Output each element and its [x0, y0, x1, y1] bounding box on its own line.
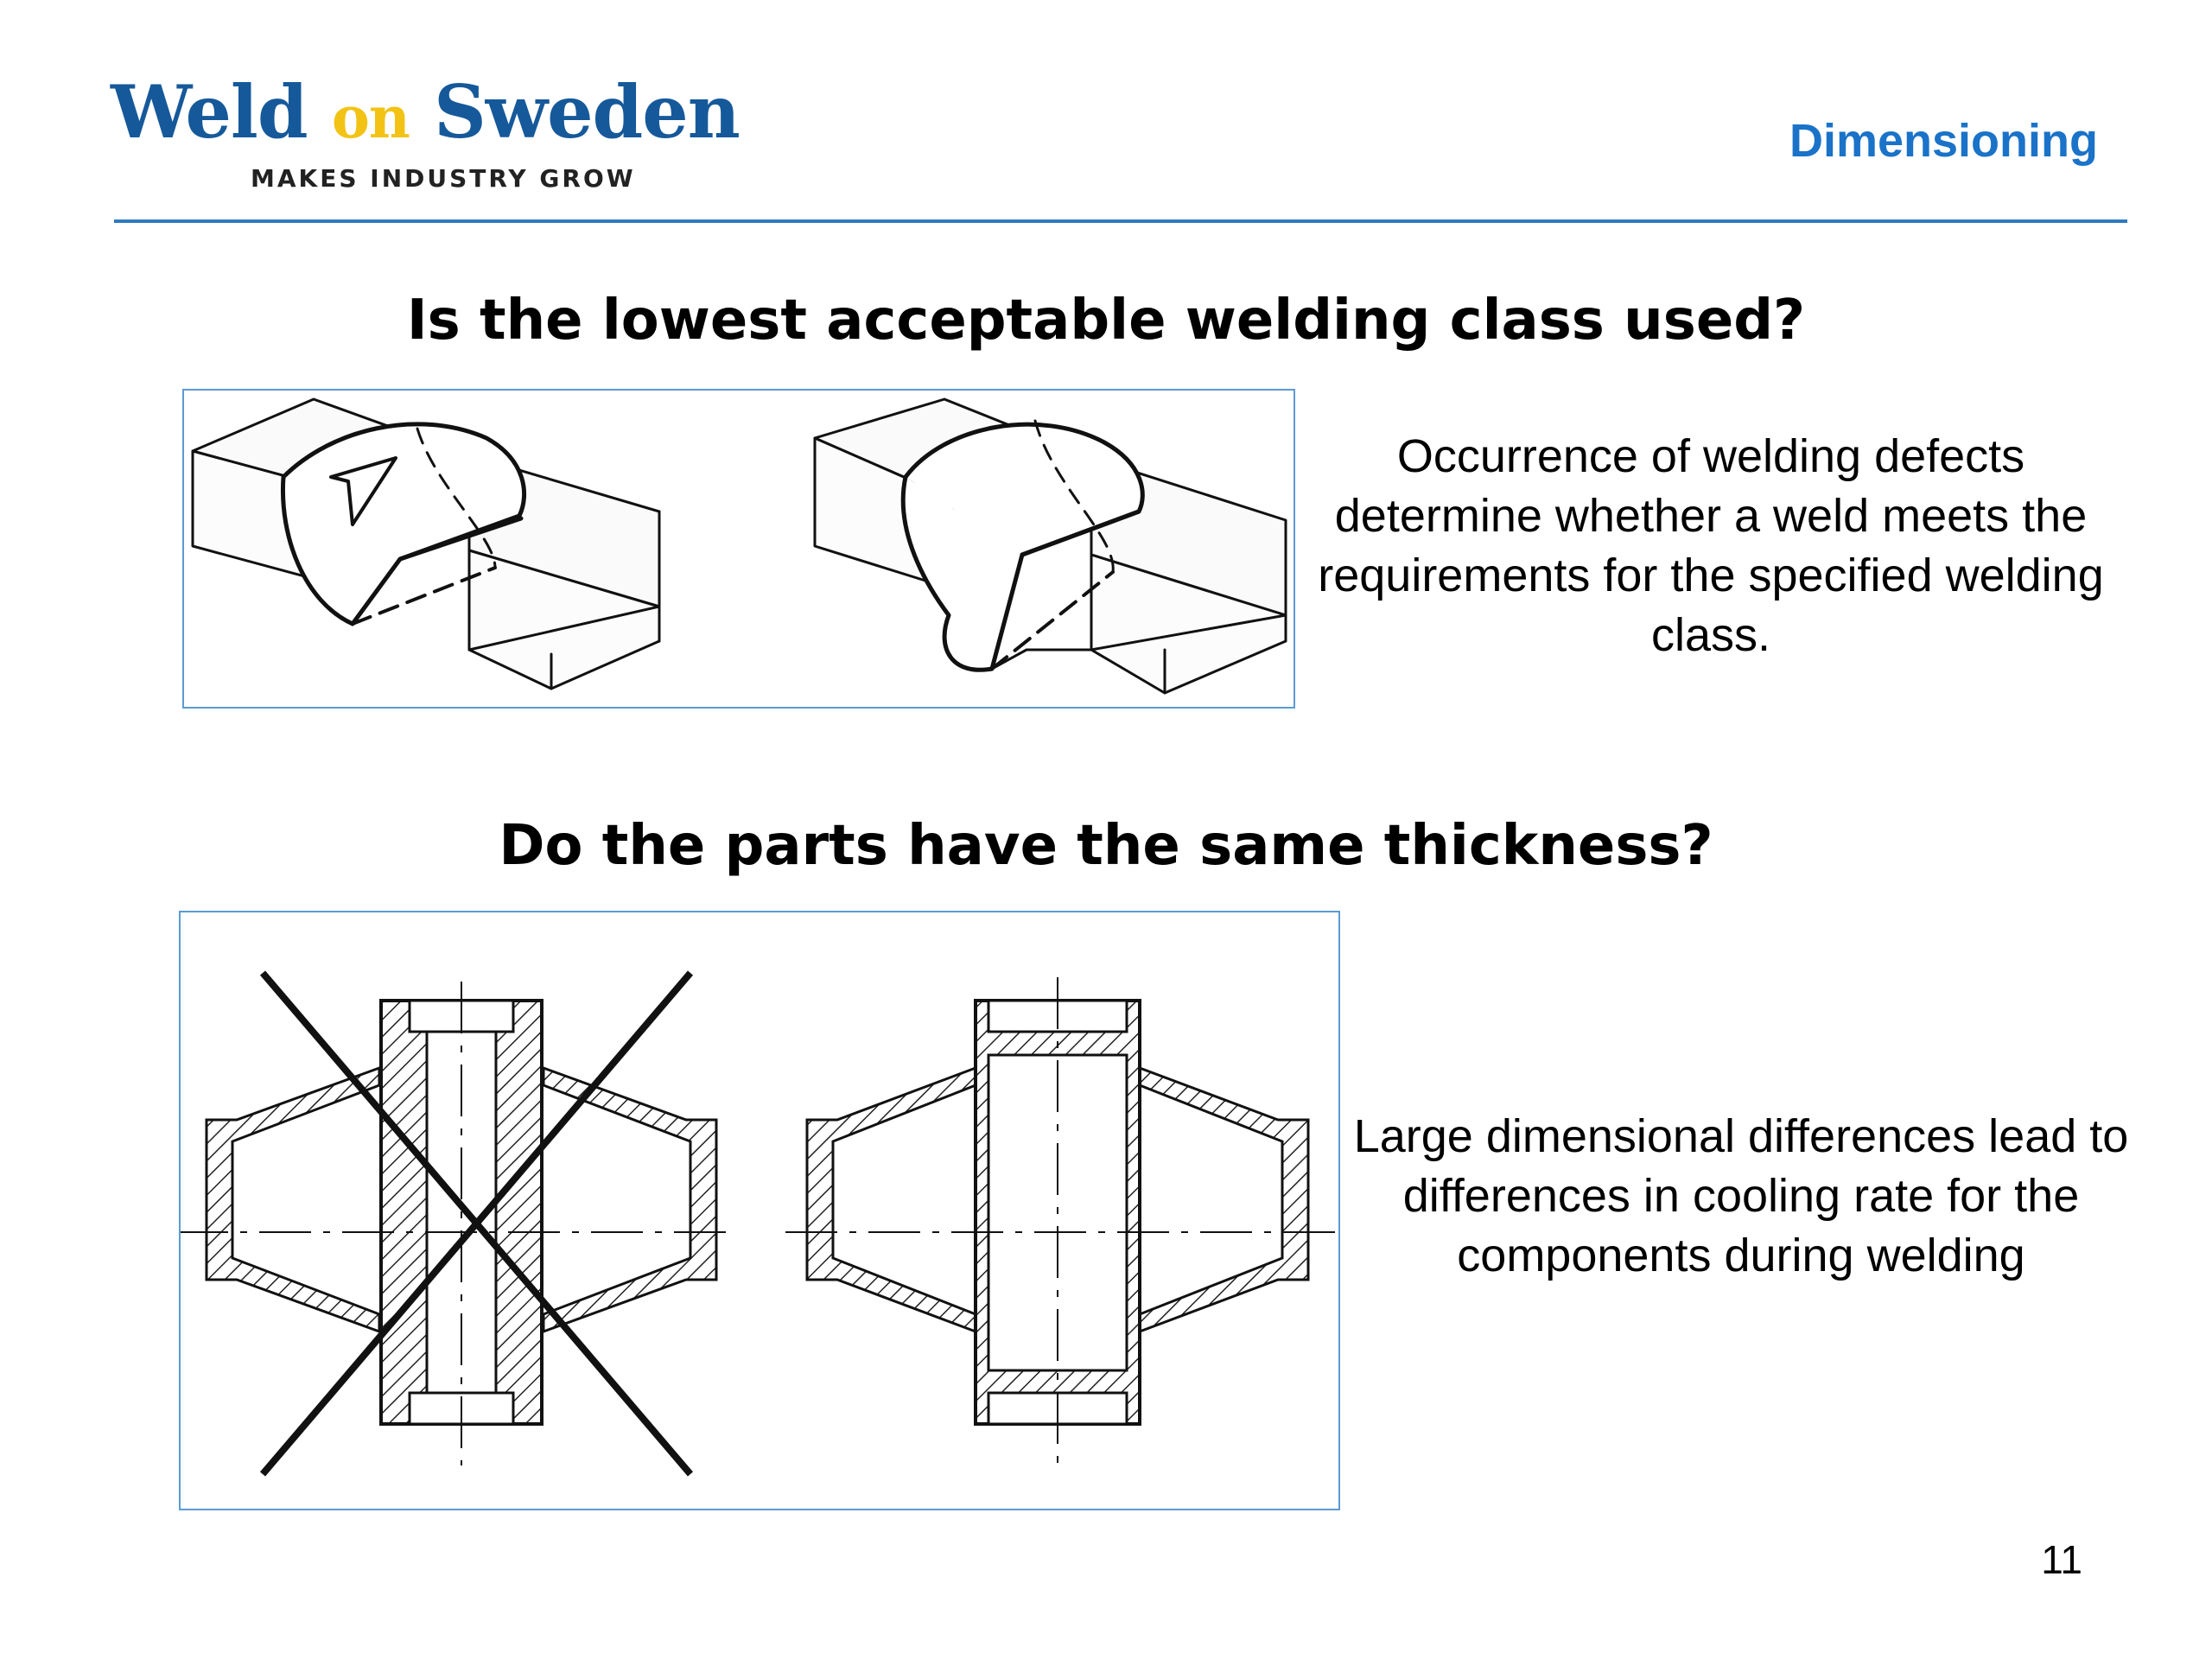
acceptable-weld-block	[815, 399, 1286, 693]
note-welding-defects: Occurrence of welding defects determine whether a weld meets the requirements for the specified welding class.	[1318, 430, 2104, 661]
defective-weld-block	[193, 399, 659, 689]
thickness-comparison-illustration	[181, 912, 1342, 1512]
page-number: 11	[2041, 1537, 2082, 1582]
heading-part-thickness: Do the parts have the same thickness?	[499, 814, 1713, 878]
company-logo	[111, 69, 740, 197]
weld-defect-figure	[182, 389, 1295, 709]
logo-tagline: MAKES INDUSTRY GROW	[251, 164, 636, 193]
note-cooling-rate: Large dimensional differences lead to differences in cooling rate for the components during welding	[1353, 1110, 2129, 1281]
logo-word-sweden: Sweden	[434, 69, 740, 155]
section-label: Dimensioning	[1789, 115, 2098, 167]
header-divider	[114, 219, 2127, 223]
heading-welding-class: Is the lowest acceptable welding class used?	[406, 289, 1806, 353]
unequal-thickness-assembly	[181, 973, 734, 1474]
logo-word-on: on	[331, 84, 410, 151]
logo-word-weld: Weld	[111, 69, 308, 155]
thickness-figure	[179, 911, 1340, 1510]
weld-defect-illustration	[184, 391, 1297, 710]
logo-wordmark	[111, 69, 740, 155]
equal-thickness-assembly	[785, 977, 1338, 1465]
